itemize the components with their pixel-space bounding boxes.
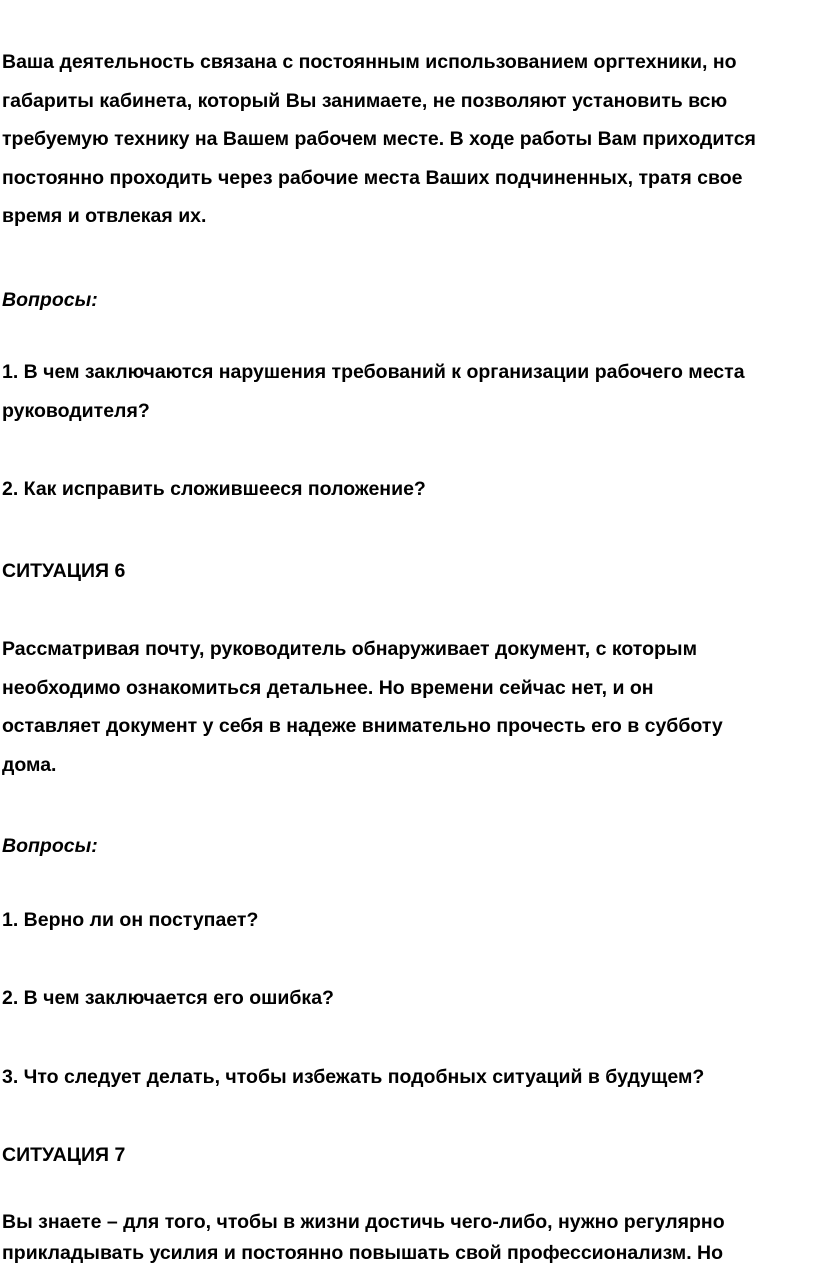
question-item: 3. Что следует делать, чтобы избежать подобных ситуаций в будущем? (2, 1066, 705, 1088)
questions-label: Вопросы: (2, 289, 98, 311)
intro-paragraph (2, 43, 756, 236)
question-item: 1. Верно ли он поступает? (2, 909, 259, 931)
situation-6-line: необходимо ознакомиться детальнее. Но времени сейчас нет, и он (2, 676, 654, 699)
intro-line: Ваша деятельность связана с постоянным использованием оргтехники, но (2, 51, 737, 73)
question-item (2, 353, 745, 430)
situation-7-heading: СИТУАЦИЯ 7 (2, 1144, 126, 1166)
situation-6-paragraph (2, 630, 723, 784)
question-item: 2. Как исправить сложившееся положение? (2, 478, 426, 500)
question-line: 1. В чем заключаются нарушения требований к организации рабочего места (2, 361, 745, 383)
intro-line: габариты кабинета, который Вы занимаете, не позволяют установить всю (2, 89, 728, 112)
question-item: 2. В чем заключается его ошибка? (2, 987, 334, 1009)
situation-6-line: Рассматривая почту, руководитель обнаруживает документ, с которым (2, 638, 697, 660)
intro-line: постоянно проходить через рабочие места Ваших подчиненных, тратя свое (2, 166, 743, 189)
intro-line: требуемую технику на Вашем рабочем месте. В ходе работы Вам приходится (2, 128, 756, 151)
situation-6-heading: СИТУАЦИЯ 6 (2, 560, 126, 582)
question-line: руководителя? (2, 399, 150, 422)
situation-6-line: дома. (2, 753, 57, 776)
intro-line: время и отвлекая их. (2, 205, 207, 228)
situation-7-paragraph (2, 1207, 725, 1269)
situation-7-line: прикладывать усилия и постоянно повышать свой профессионализм. Но (2, 1242, 724, 1264)
questions-label: Вопросы: (2, 835, 98, 857)
situation-7-line: Вы знаете – для того, чтобы в жизни достичь чего-либо, нужно регулярно (2, 1211, 725, 1233)
situation-6-line: оставляет документ у себя в надеже внимательно прочесть его в субботу (2, 715, 723, 738)
